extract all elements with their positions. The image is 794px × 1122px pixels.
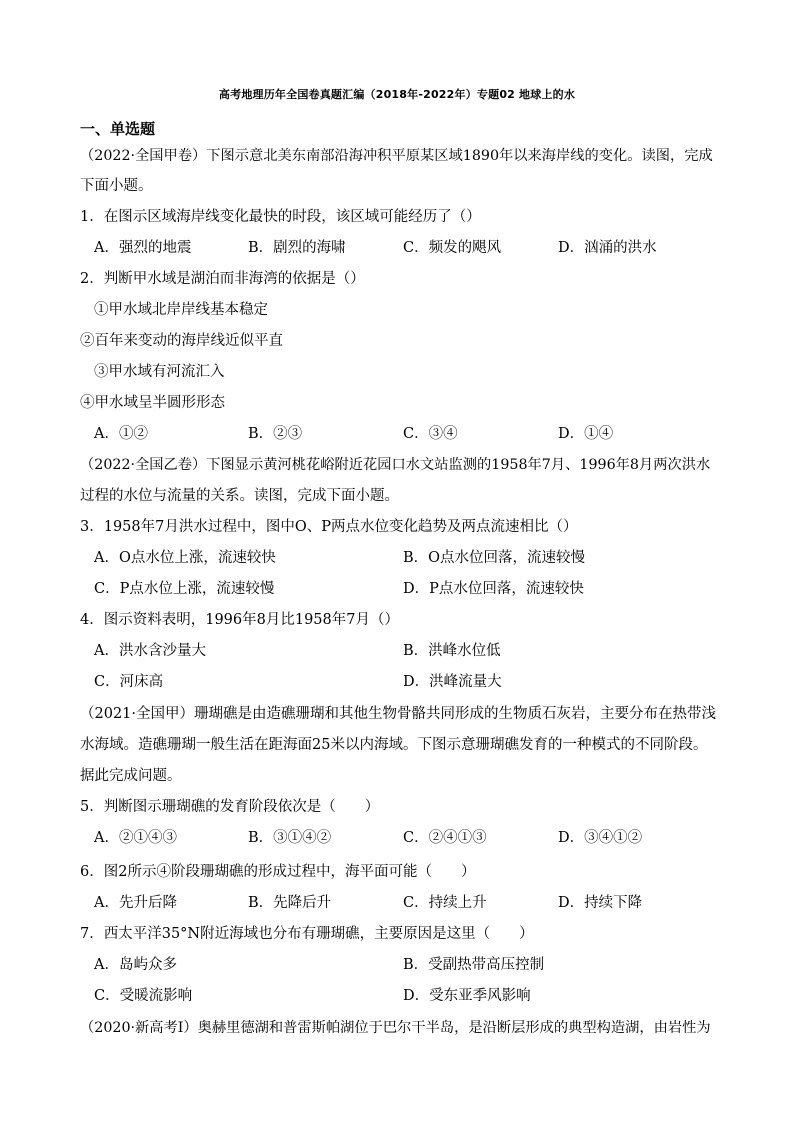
- q2-option-a: A．①②: [94, 426, 148, 442]
- intro-paragraph-4: （2020·新高考Ⅰ）奥赫里德湖和普雷斯帕湖位于巴尔干半岛，是沿断层形成的典型构造湖，由岩性为: [80, 1020, 711, 1036]
- q1-option-b: B．剧烈的海啸: [248, 240, 346, 256]
- q1-option-c: C．频发的飓风: [403, 240, 502, 256]
- q4-option-a: A．洪水含沙量大: [94, 643, 206, 659]
- q4-option-b: B．洪峰水位低: [403, 643, 501, 659]
- q2-option-b: B．②③: [248, 426, 303, 442]
- intro-paragraph-1: （2022·全国甲卷）下图示意北美东南部沿海冲积平原某区域1890年以来海岸线的变化。读图，完成: [80, 148, 713, 164]
- q4-option-d: D．洪峰流量大: [403, 674, 502, 690]
- page-title: 高考地理历年全国卷真题汇编（2018年-2022年）专题02 地球上的水: [218, 88, 576, 101]
- q3-option-a: A．O点水位上涨，流速较快: [94, 550, 276, 566]
- q5-option-c: C．②④①③: [403, 830, 487, 846]
- intro-paragraph-3-cont: 水海域。造礁珊瑚一般生活在距海面25米以内海域。下图示意珊瑚礁发育的一种模式的不同阶段。: [80, 737, 708, 753]
- q3-option-c: C．P点水位上涨，流速较慢: [94, 581, 275, 597]
- intro-paragraph-2: （2022·全国乙卷）下图显示黄河桃花峪附近花园口水文站监测的1958年7月、1996年8月两次洪水: [80, 457, 711, 473]
- q5-option-d: D．③④①②: [558, 830, 643, 846]
- q6-option-d: D．持续下降: [558, 895, 643, 911]
- question-3: 3．1958年7月洪水过程中，图中O、P两点水位变化趋势及两点流速相比（）: [80, 519, 578, 535]
- q2-statement-4: ④甲水域呈半圆形形态: [80, 395, 225, 411]
- q1-option-a: A．强烈的地震: [94, 240, 192, 256]
- q2-option-d: D．①④: [558, 426, 614, 442]
- q5-option-a: A．②①④③: [94, 830, 177, 846]
- q6-option-a: A．先升后降: [94, 895, 177, 911]
- q4-option-c: C．河床高: [94, 674, 164, 690]
- q7-option-d: D．受东亚季风影响: [403, 988, 531, 1004]
- q5-option-b: B．③①④②: [248, 830, 332, 846]
- question-2: 2．判断甲水域是湖泊而非海湾的依据是（）: [80, 271, 365, 287]
- question-4: 4．图示资料表明，1996年8月比1958年7月（）: [80, 612, 399, 628]
- q3-option-b: B．O点水位回落，流速较慢: [403, 550, 586, 566]
- section-heading: 一、单选题: [80, 120, 156, 138]
- question-6: 6．图2所示④阶段珊瑚礁的形成过程中，海平面可能（ ）: [80, 864, 476, 880]
- q6-option-c: C．持续上升: [403, 895, 487, 911]
- intro-paragraph-3-end: 据此完成问题。: [80, 768, 182, 784]
- q2-statement-2: ②百年来变动的海岸线近似平直: [80, 333, 283, 349]
- q2-statement-1: ①甲水域北岸岸线基本稳定: [94, 302, 268, 318]
- q6-option-b: B．先降后升: [248, 895, 332, 911]
- question-5: 5．判断图示珊瑚礁的发育阶段依次是（ ）: [80, 799, 380, 815]
- q7-option-a: A．岛屿众多: [94, 957, 177, 973]
- q3-option-d: D．P点水位回落，流速较快: [403, 581, 584, 597]
- intro-paragraph-1-cont: 下面小题。: [80, 178, 153, 194]
- intro-paragraph-3: （2021·全国甲）珊瑚礁是由造礁珊瑚和其他生物骨骼共同形成的生物质石灰岩，主要分布在热带浅: [80, 706, 717, 722]
- question-7: 7．西太平洋35°N附近海域也分布有珊瑚礁，主要原因是这里（ ）: [80, 926, 534, 942]
- q1-option-d: D．汹涌的洪水: [558, 240, 657, 256]
- q7-option-b: B．受副热带高压控制: [403, 957, 545, 973]
- q2-statement-3: ③甲水域有河流汇入: [94, 364, 225, 380]
- q7-option-c: C．受暖流影响: [94, 988, 193, 1004]
- intro-paragraph-2-cont: 过程的水位与流量的关系。读图，完成下面小题。: [80, 488, 399, 504]
- question-1: 1．在图示区域海岸线变化最快的时段，该区域可能经历了（）: [80, 209, 481, 225]
- q2-option-c: C．③④: [403, 426, 458, 442]
